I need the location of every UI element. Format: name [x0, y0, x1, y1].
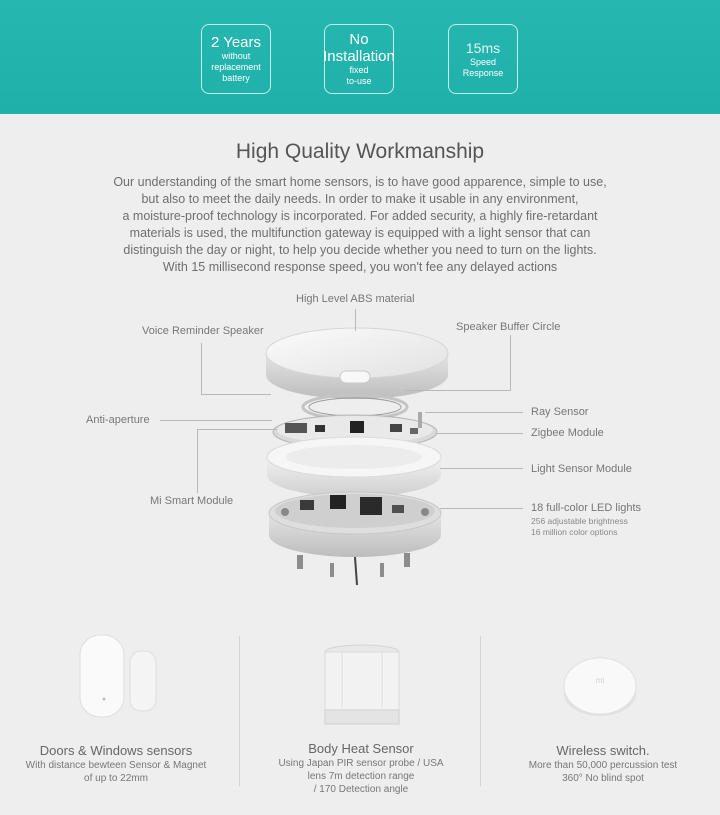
product-name: Wireless switch. [556, 743, 650, 758]
product-description-line: Using Japan PIR sensor probe / USA [278, 758, 444, 769]
callout-mi-module: Mi Smart Module [150, 495, 234, 507]
installation-badge [324, 24, 394, 94]
badge-headline: No [349, 31, 369, 48]
callout-ray: Ray Sensor [531, 406, 589, 418]
body-heat-sensor-image [322, 643, 402, 727]
callout-led-sub: 16 million color options [531, 527, 618, 537]
paragraph-line: materials is used, the multifunction gateway is equipped with a light sensor that can [129, 226, 591, 240]
badge-text: without [221, 51, 251, 61]
badge-headline: 2 Years [210, 34, 262, 51]
column-divider [239, 636, 240, 786]
section-title: High Quality Workmanship [235, 140, 485, 163]
base-module [269, 492, 441, 585]
exploded-gateway-diagram [0, 285, 720, 605]
leader-line [201, 394, 271, 395]
badge-text: to-use [346, 76, 372, 86]
battery-badge [201, 24, 271, 94]
paragraph-line: but also to meet the daily needs. In order to make it usable in any environment, [141, 192, 579, 206]
wireless-switch-image [560, 652, 640, 722]
callout-led: 18 full-color LED lights [531, 502, 642, 514]
callout-speaker: Voice Reminder Speaker [142, 325, 264, 337]
paragraph-line: distinguish the day or night, to help you decide whether you need to turn on the lights. [123, 243, 597, 257]
response-badge [448, 24, 518, 94]
badge-text: replacement [211, 62, 261, 72]
callout-abs: High Level ABS material [296, 293, 415, 305]
badge-text: fixed [349, 65, 369, 75]
badge-headline: 15ms [465, 39, 501, 56]
product-name: Doors & Windows sensors [39, 743, 193, 758]
callout-buffer: Speaker Buffer Circle [456, 321, 561, 333]
leader-line [440, 468, 523, 469]
callout-light-sensor: Light Sensor Module [531, 463, 632, 475]
callout-anti-aperture: Anti-aperture [86, 414, 150, 426]
leader-line [425, 412, 523, 413]
section-paragraph [60, 174, 660, 276]
leader-line [197, 429, 277, 430]
column-divider [480, 636, 481, 786]
leader-line [355, 309, 356, 331]
leader-line [440, 508, 523, 509]
callout-zigbee: Zigbee Module [531, 427, 604, 439]
product-description-line: / 170 Detection angle [313, 784, 409, 795]
leader-line [201, 343, 202, 395]
feature-banner [0, 0, 720, 114]
leader-line [436, 433, 523, 434]
badge-text: Response [462, 67, 504, 78]
light-sensor-ring [267, 437, 441, 497]
paragraph-line: Our understanding of the smart home sensors, is to have good apparence, simple to use, [113, 175, 607, 189]
product-description [486, 759, 720, 785]
product-name: Body Heat Sensor [308, 741, 414, 756]
gateway-illustration [0, 285, 720, 605]
paragraph-line: a moisture-proof technology is incorporated. For added security, a highly fire-retardant [122, 209, 598, 223]
paragraph-line: With 15 millisecond response speed, you won't fee any delayed actions [162, 260, 558, 274]
badge-headline: Installation [323, 48, 395, 65]
top-cap [266, 328, 448, 399]
product-description [242, 757, 480, 796]
product-description [0, 759, 232, 785]
product-description-line: With distance bewteen Sensor & Magnet [25, 760, 207, 771]
door-window-sensor-image [72, 633, 172, 723]
callout-led-sub: 256 adjustable brightness [531, 516, 628, 526]
product-description-line: lens 7m detection range [307, 771, 415, 782]
leader-line [197, 429, 198, 493]
switch-logo: mi [595, 676, 605, 685]
product-description-line: 360° No blind spot [562, 773, 644, 784]
product-description-line: More than 50,000 percussion test [528, 760, 678, 771]
badge-text: Speed [469, 56, 497, 67]
product-description-line: of up to 22mm [84, 773, 148, 784]
leader-line [160, 420, 272, 421]
leader-line [510, 335, 511, 391]
badge-text: battery [222, 73, 250, 83]
leader-line [405, 390, 511, 391]
